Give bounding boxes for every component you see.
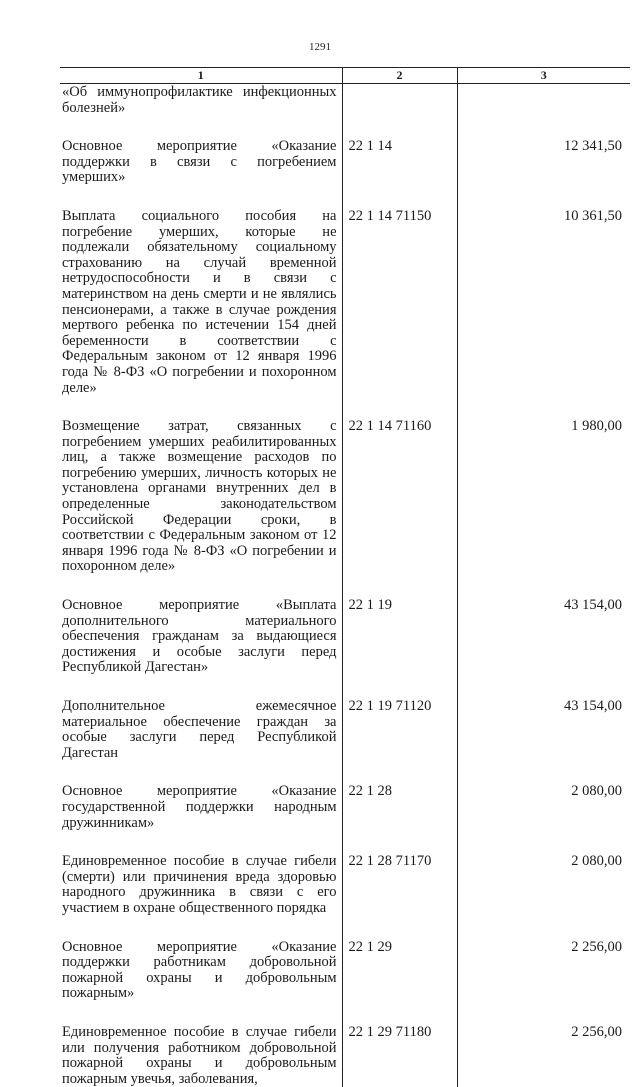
column-header-3: 3 (457, 68, 630, 84)
row-amount: 10 361,50 (457, 208, 630, 396)
table-row (60, 84, 630, 117)
row-code: 22 1 14 71150 (342, 208, 457, 396)
column-header-2: 2 (342, 68, 457, 84)
table-row (60, 138, 630, 186)
row-name: Единовременное пособие в случае гибели или получения работником добровольной пожарной охраны и добровольным пожарным увечья, заболевания, (62, 1023, 337, 1087)
row-amount: 43 154,00 (457, 597, 630, 676)
row-code: 22 1 14 (342, 138, 457, 186)
row-amount (457, 84, 630, 117)
row-name: Основное мероприятие «Выплата дополнительного материального обеспечения гражданам за выдающиеся достижения и особые заслуги перед Республикой Дагестан» (62, 597, 337, 676)
table-row (60, 939, 630, 1002)
row-code: 22 1 14 71160 (342, 418, 457, 575)
row-code: 22 1 29 71180 (342, 1024, 457, 1087)
row-amount: 43 154,00 (457, 698, 630, 761)
table-row (60, 698, 630, 761)
table-row (60, 1024, 630, 1087)
row-name: Единовременное пособие в случае гибели (смерти) или причинения вреда здоровью народного дружинника в связи с его участием в охране общественного порядка (62, 853, 337, 916)
row-amount: 12 341,50 (457, 138, 630, 186)
table-row (60, 783, 630, 831)
row-amount: 2 256,00 (457, 1024, 630, 1087)
row-name: Дополнительное ежемесячное материальное обеспечение граждан за особые заслуги перед Республикой Дагестан (62, 698, 337, 761)
table-row (60, 597, 630, 676)
page-number: 1291 (309, 41, 331, 53)
row-name: Возмещение затрат, связанных с погребением умерших реабилитированных лиц, а также возмещение расходов по погребению умерших, личность которых не установлена органами внутренних дел в определенные законодательством Российской Федерации сроки, в соответствии с Федеральным законом от 12 января 1996 года № 8-ФЗ «О погребении и похоронном деле» (62, 418, 337, 575)
row-code: 22 1 28 (342, 783, 457, 831)
row-name: «Об иммунопрофилактике инфекционных болезней» (62, 84, 337, 116)
row-code: 22 1 29 (342, 939, 457, 1002)
row-code: 22 1 19 71120 (342, 698, 457, 761)
row-code (342, 84, 457, 117)
column-header-1: 1 (60, 68, 342, 84)
row-amount: 2 080,00 (457, 783, 630, 831)
row-name: Основное мероприятие «Оказание поддержки работникам добровольной пожарной охраны и добровольным пожарным» (62, 938, 337, 1002)
row-amount: 2 256,00 (457, 939, 630, 1002)
budget-table (60, 67, 630, 1087)
row-amount: 1 980,00 (457, 418, 630, 575)
row-name: Выплата социального пособия на погребение умерших, которые не подлежали обязательному социальному страхованию на случай временной нетрудоспособности и в связи с материнством на день смерти и не являлись пенсионерами, а также в случае рождения мертвого ребенка по истечении 154 дней беременности в соответствии с Федеральным законом от 12 января 1996 года № 8-ФЗ «О погребении и похоронном деле» (62, 207, 337, 396)
row-amount: 2 080,00 (457, 853, 630, 916)
row-name: Основное мероприятие «Оказание поддержки в связи с погребением умерших» (62, 138, 337, 186)
row-name: Основное мероприятие «Оказание государственной поддержки народным дружинникам» (62, 783, 337, 831)
row-code: 22 1 28 71170 (342, 853, 457, 916)
table-header-row (60, 68, 630, 84)
table-row (60, 853, 630, 916)
table-row (60, 418, 630, 575)
row-code: 22 1 19 (342, 597, 457, 676)
table-row (60, 208, 630, 396)
